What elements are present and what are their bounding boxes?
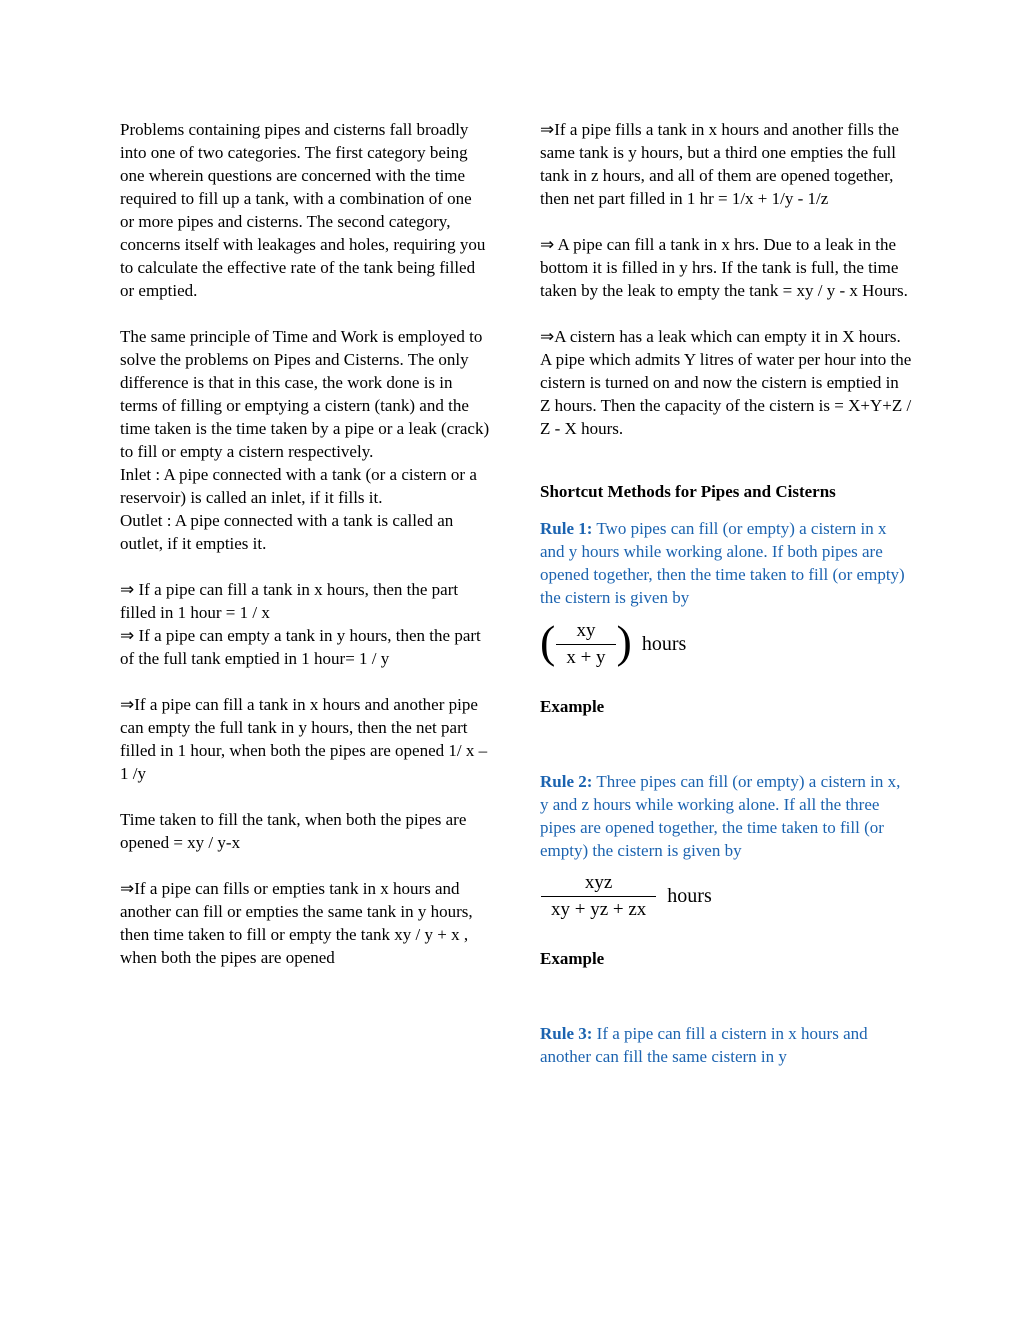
example-1-heading: Example [540, 697, 605, 716]
two-column-layout [120, 118, 1020, 1068]
three-pipes-point: ⇒If a pipe fills a tank in x hours and another fills the same tank is y hours, but a third one empties the full tank in z hours, and all of them are opened together, then net part filled in 1 hr = 1/x + 1/y - 1/z [540, 120, 899, 208]
rule-3-text: If a pipe can fill a cistern in x hours and another can fill the same cistern in y [540, 1024, 868, 1066]
fraction-denominator: xy + yz + zx [541, 896, 656, 921]
fraction-numerator: xyz [584, 872, 613, 893]
rule-1-label: Rule 1: [540, 519, 593, 538]
rule-2-formula [540, 872, 912, 921]
net-fill-point: ⇒If a pipe can fill a tank in x hours and another pipe can empty the full tank in y hours, then the net part filled in 1 hour, when both the pipes are opened 1/ x – 1 /y [120, 695, 488, 783]
inlet-definition: Inlet : A pipe connected with a tank (or a cistern or a reservoir) is called an inlet, if it fills it. [120, 465, 477, 507]
rule-1-text: Two pipes can fill (or empty) a cistern in x and y hours while working alone. If both pipes are opened together, then the time taken to fill (or empty) the cistern is given by [540, 519, 905, 607]
right-paren: ) [616, 616, 632, 667]
fraction [541, 872, 656, 921]
fraction [556, 620, 615, 669]
time-taken-paragraph: Time taken to fill the tank, when both the pipes are opened = xy / y-x [120, 810, 467, 852]
intro-paragraph: Problems containing pipes and cisterns fall broadly into one of two categories. The first category being one wherein questions are concerned with the time required to fill up a tank, with a combination of one or more pipes and cisterns. The second category, concerns itself with leakages and holes, requiring you to calculate the effective rate of the tank being filled or emptied. [120, 120, 486, 300]
rule-1-paragraph [540, 517, 912, 609]
shortcut-methods-heading: Shortcut Methods for Pipes and Cisterns [540, 482, 836, 501]
right-column [540, 118, 912, 1068]
fill-or-empty-point: ⇒If a pipe can fills or empties tank in x hours and another can fill or empties the same tank in y hours, then time taken to fill or empty the tank xy / y + x , when both the pipes are opened [120, 879, 473, 967]
left-paren: ( [540, 616, 556, 667]
rule-3-paragraph [540, 1022, 912, 1068]
left-column [120, 118, 490, 1068]
example-2-heading: Example [540, 949, 605, 968]
leak-point: ⇒ A pipe can fill a tank in x hrs. Due to a leak in the bottom it is filled in y hrs. If the tank is full, the time taken by the leak to empty the tank = xy / y - x Hours. [540, 235, 908, 300]
rule-2-paragraph [540, 770, 912, 862]
rule-2-label: Rule 2: [540, 772, 593, 791]
cistern-capacity-point: ⇒A cistern has a leak which can empty it in X hours. A pipe which admits Y litres of water per hour into the cistern is turned on and now the cistern is emptied in Z hours. Then the capacity of the cistern is = X+Y+Z / Z - X hours. [540, 327, 912, 438]
fraction-denominator: x + y [556, 644, 615, 669]
rule-1-formula [540, 616, 912, 669]
hours-suffix: hours [641, 632, 687, 655]
outlet-definition: Outlet : A pipe connected with a tank is called an outlet, if it empties it. [120, 511, 454, 553]
fraction-numerator: xy [576, 619, 596, 641]
fill-rate-point: ⇒ If a pipe can fill a tank in x hours, then the part filled in 1 hour = 1 / x [120, 580, 459, 622]
rule-2-text: Three pipes can fill (or empty) a cistern in x, y and z hours while working alone. If all the three pipes are opened together, the time taken to fill (or empty) the cistern is given by [540, 772, 901, 860]
empty-rate-point: ⇒ If a pipe can empty a tank in y hours, then the part of the full tank emptied in 1 hour= 1 / y [120, 626, 481, 668]
rule-3-label: Rule 3: [540, 1024, 593, 1043]
principle-paragraph: The same principle of Time and Work is employed to solve the problems on Pipes and Cisterns. The only difference is that in this case, the work done is in terms of filling or emptying a cistern (tank) and the time taken is the time taken by a pipe or a leak (crack) to fill or empty a cistern respectively. [120, 327, 490, 461]
hours-suffix: hours [667, 885, 712, 907]
